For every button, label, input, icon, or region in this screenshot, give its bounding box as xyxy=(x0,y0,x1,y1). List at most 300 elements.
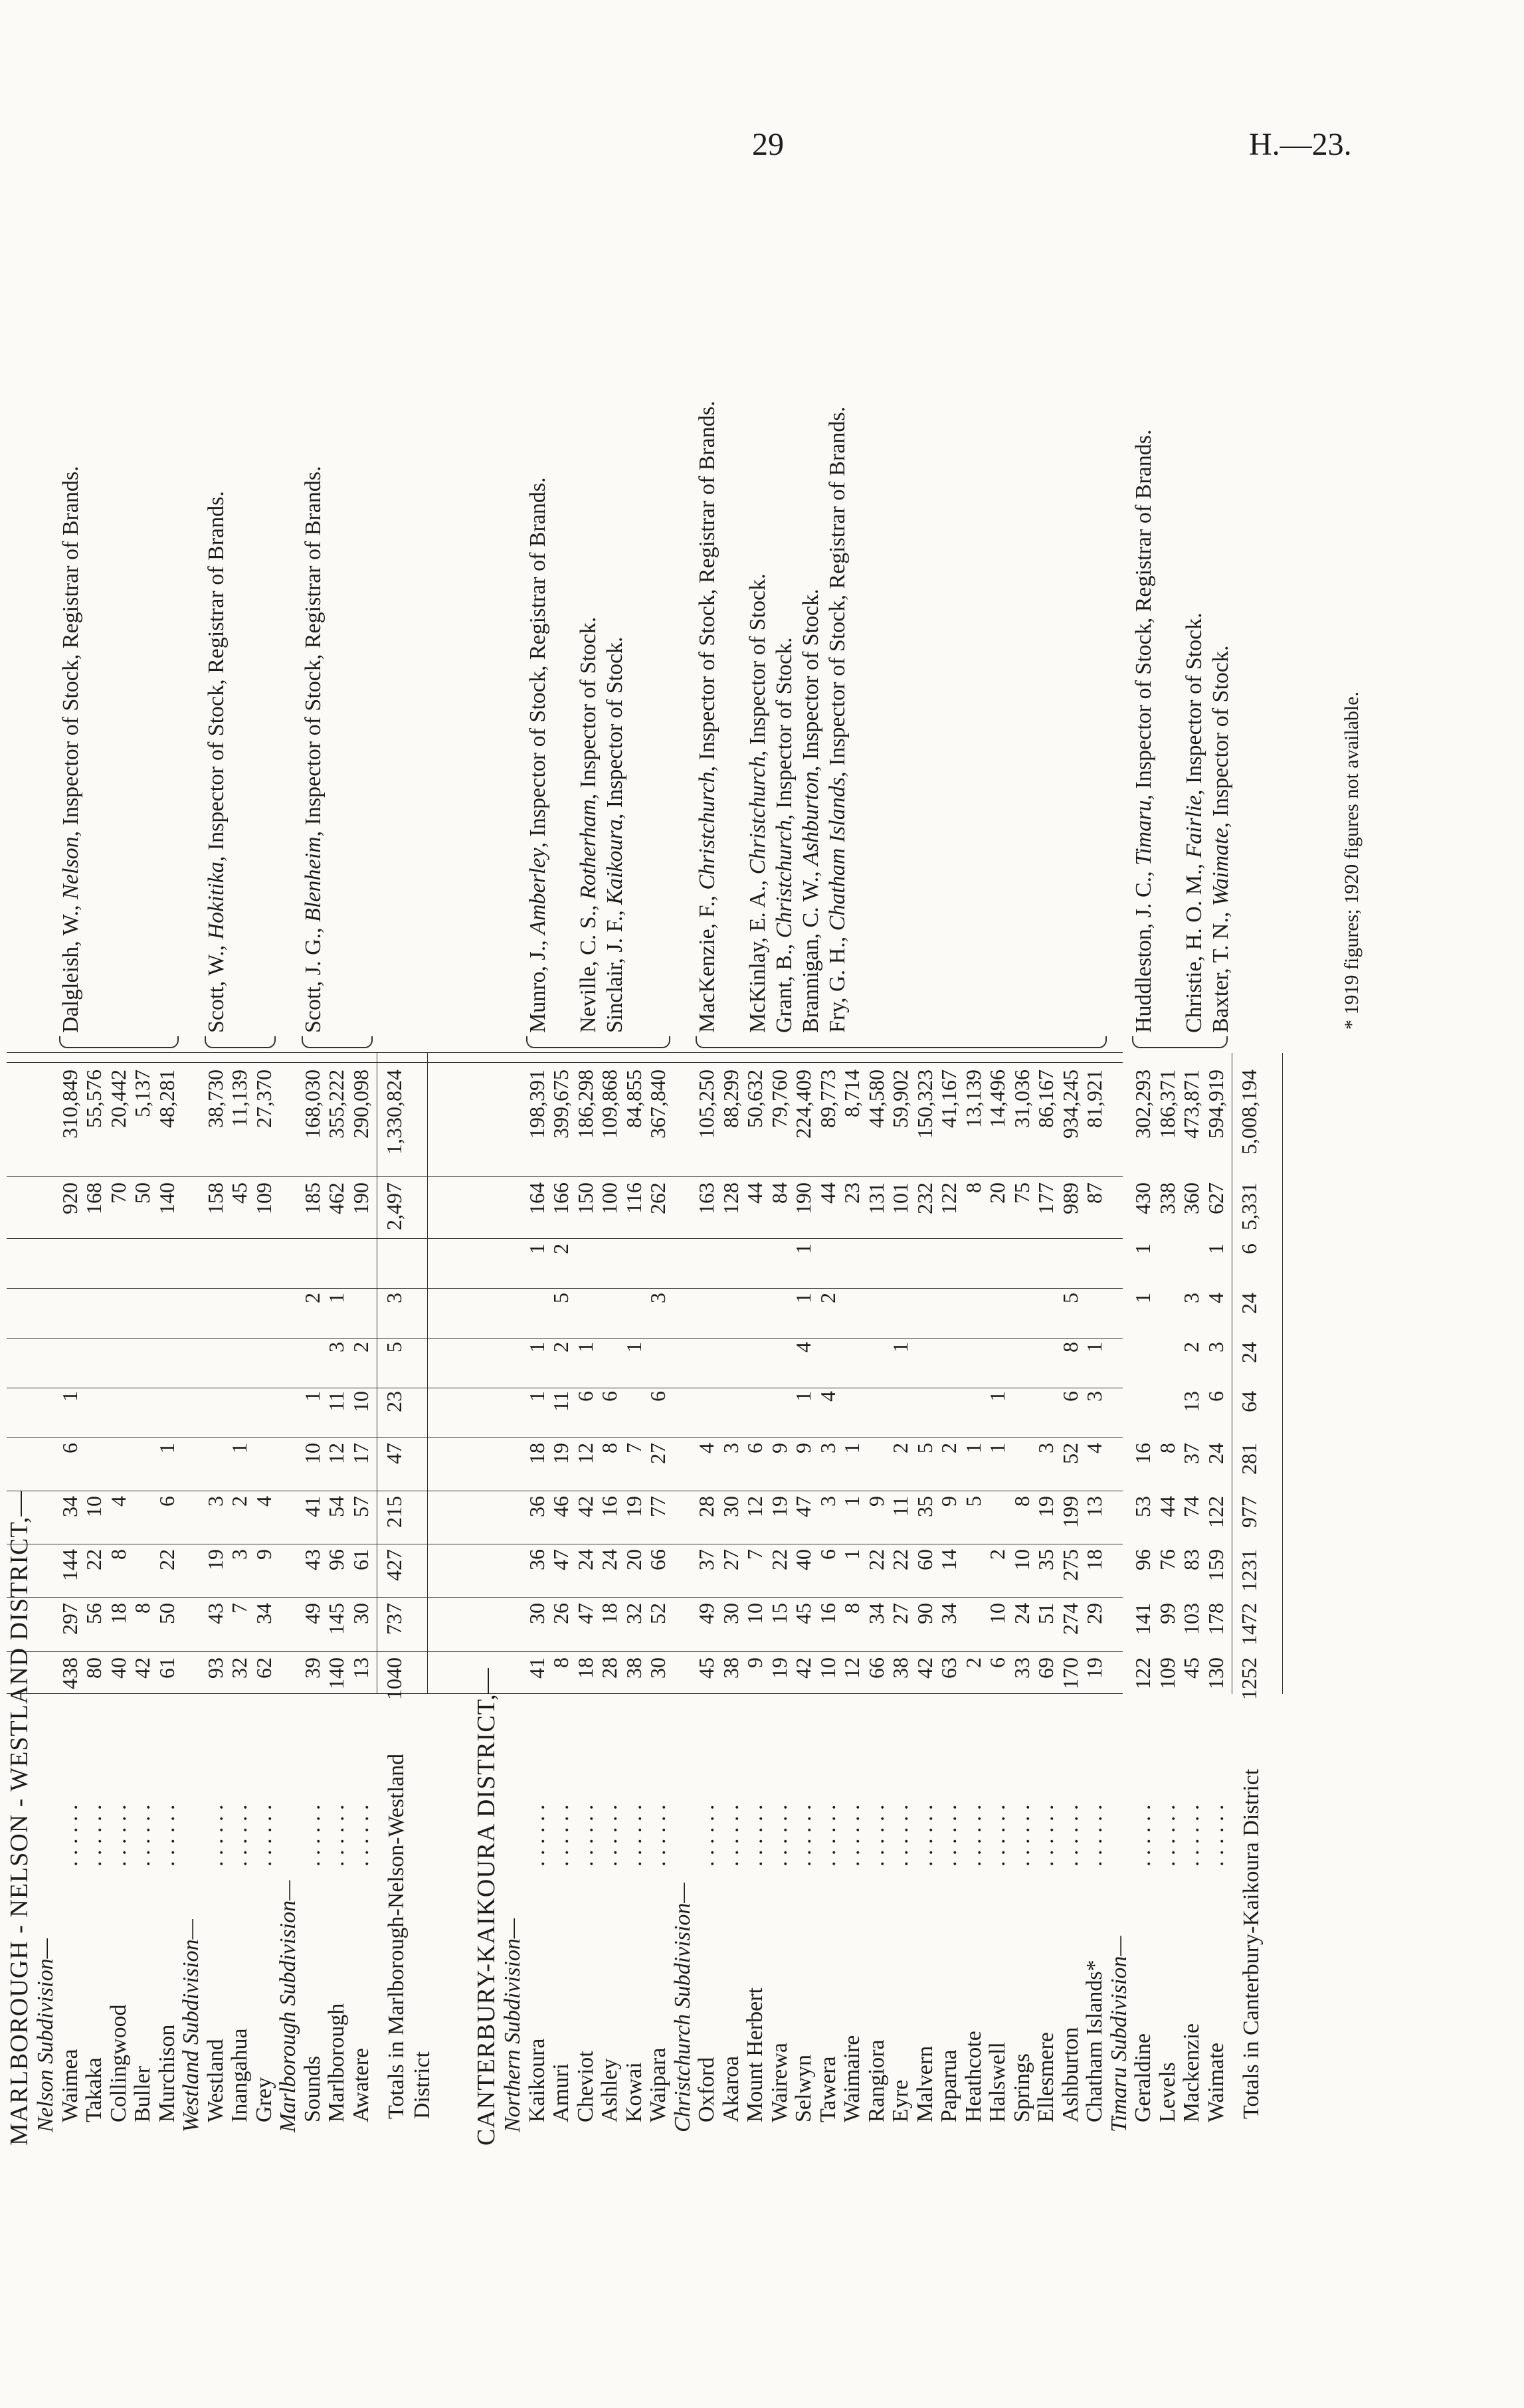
cell: 37 xyxy=(1179,1443,1203,1464)
cell: 30 xyxy=(718,1603,743,1624)
row-name: Ellesmere xyxy=(1034,2032,1058,2122)
cell: 41 xyxy=(524,1657,549,1679)
cell: 131 xyxy=(864,1182,888,1214)
cell: 101 xyxy=(888,1182,912,1214)
cell: 9 xyxy=(864,1496,888,1507)
leader-dots: . . . . . . xyxy=(791,1804,816,1867)
cell: 84 xyxy=(767,1182,791,1204)
cell: 96 xyxy=(1131,1549,1155,1570)
cell: 96 xyxy=(324,1549,348,1570)
cell: 47 xyxy=(573,1603,597,1624)
cell: 164 xyxy=(524,1182,549,1214)
cell: 4 xyxy=(694,1443,718,1453)
cell: 3 xyxy=(203,1496,227,1507)
section-heading: CANTERBURY-KAIKOURA DISTRICT,— xyxy=(472,1667,500,2146)
row-name: Murchison xyxy=(154,2024,179,2122)
row-name: Oxford xyxy=(694,2057,719,2122)
group-brace xyxy=(302,1036,373,1048)
cell: 11 xyxy=(324,1391,348,1412)
total-cell: 281 xyxy=(1237,1443,1261,1475)
row-name: Kowai xyxy=(621,2062,646,2122)
leader-dots: . . . . . . xyxy=(1034,1804,1058,1867)
cell: 24 xyxy=(573,1549,597,1570)
cell: 1 xyxy=(573,1342,597,1352)
cell: 1 xyxy=(1131,1293,1155,1303)
cell: 3 xyxy=(815,1443,840,1453)
cell: 1 xyxy=(840,1549,864,1560)
cell: 6 xyxy=(1203,1391,1228,1402)
cell: 36 xyxy=(524,1549,549,1570)
cell: 8 xyxy=(840,1603,864,1614)
cell: 10 xyxy=(82,1496,106,1517)
cell: 52 xyxy=(1058,1443,1082,1464)
cell: 1 xyxy=(621,1342,646,1352)
inspector-text: , Inspector of Stock. xyxy=(745,573,770,757)
cell: 24 xyxy=(1009,1603,1034,1624)
cell: 20 xyxy=(621,1549,646,1570)
inspector-text: Baxter, T. N., xyxy=(1208,906,1233,1033)
cell: 144 xyxy=(57,1549,82,1581)
leader-dots: . . . . . . xyxy=(888,1804,913,1867)
cell: 199 xyxy=(1058,1496,1082,1528)
inspector-text: , Inspector of Stock, Registrar of Brands. xyxy=(525,477,550,848)
cell: 83 xyxy=(1179,1549,1203,1570)
cell: 2 xyxy=(348,1342,373,1352)
cell: 5 xyxy=(549,1293,573,1303)
total-cell: 5,331 xyxy=(1237,1182,1261,1230)
inspector-station: Kaikoura xyxy=(602,819,627,905)
row-name: Wairewa xyxy=(767,2043,792,2122)
leader-dots: . . . . . . xyxy=(1155,1804,1180,1867)
cell: 81,921 xyxy=(1082,1069,1106,1128)
row-name: Heathcote xyxy=(961,2031,986,2122)
cell: 462 xyxy=(324,1182,348,1214)
row-name: Eyre xyxy=(888,2079,913,2122)
cell: 19 xyxy=(549,1443,573,1464)
cell: 52 xyxy=(646,1603,670,1624)
row-name: Waimea xyxy=(57,2049,82,2122)
cell: 27 xyxy=(888,1603,912,1624)
cell: 30 xyxy=(646,1657,670,1679)
cell: 10 xyxy=(743,1603,767,1624)
cell: 9 xyxy=(937,1496,961,1507)
row-name: Levels xyxy=(1155,2062,1180,2122)
cell: 116 xyxy=(621,1182,646,1214)
cell: 920 xyxy=(57,1182,82,1214)
cell: 35 xyxy=(1034,1549,1058,1570)
cell: 3 xyxy=(1179,1293,1203,1303)
leader-dots: . . . . . . xyxy=(573,1804,598,1867)
cell: 63 xyxy=(937,1657,961,1679)
leader-dots: . . . . . . xyxy=(348,1804,373,1867)
cell: 198,391 xyxy=(524,1069,549,1139)
inspector-text: , Inspector of Stock. xyxy=(799,589,823,772)
cell: 9 xyxy=(743,1657,767,1668)
leader-dots: . . . . . . xyxy=(961,1804,986,1867)
cell: 989 xyxy=(1058,1182,1082,1214)
cell: 28 xyxy=(694,1496,718,1517)
row-rule xyxy=(1282,1053,1283,1694)
inspector-text: , Inspector of Stock, Registrar of Brands. xyxy=(203,491,229,862)
cell: 302,293 xyxy=(1131,1069,1155,1139)
column-rule xyxy=(7,1176,1123,1177)
cell: 31,036 xyxy=(1009,1069,1034,1128)
inspector-station: Timaru xyxy=(1131,800,1156,866)
cell: 4 xyxy=(251,1496,276,1507)
cell: 8,714 xyxy=(840,1069,864,1117)
cell: 3 xyxy=(1203,1342,1228,1352)
cell: 30 xyxy=(348,1603,373,1624)
cell: 41,167 xyxy=(937,1069,961,1128)
leader-dots: . . . . . . xyxy=(524,1804,549,1867)
row-name: Waimaire xyxy=(840,2035,864,2122)
inspector-text: , Inspector of Stock. xyxy=(1208,645,1233,828)
cell: 27 xyxy=(646,1443,670,1464)
cell: 1 xyxy=(524,1342,549,1352)
leader-dots: . . . . . . xyxy=(864,1804,889,1867)
cell: 9 xyxy=(251,1549,276,1560)
inspector-note xyxy=(696,316,719,1033)
cell: 61 xyxy=(154,1657,179,1679)
row-name: Sounds xyxy=(300,2055,325,2122)
cell: 86,167 xyxy=(1034,1069,1058,1128)
cell: 50,632 xyxy=(743,1069,767,1128)
inspector-note xyxy=(59,316,83,1033)
inspector-station: Christchurch xyxy=(695,771,719,890)
cell: 41 xyxy=(300,1496,324,1517)
total-cell: 5 xyxy=(382,1342,406,1352)
leader-dots: . . . . . . xyxy=(82,1804,106,1867)
cell: 22 xyxy=(154,1549,179,1570)
cell: 4 xyxy=(815,1391,840,1402)
leader-dots: . . . . . . xyxy=(743,1804,767,1867)
cell: 1 xyxy=(840,1496,864,1507)
leader-dots: . . . . . . xyxy=(646,1804,670,1867)
cell: 45 xyxy=(227,1182,251,1204)
cell: 3 xyxy=(718,1443,743,1453)
cell: 66 xyxy=(646,1549,670,1570)
cell: 262 xyxy=(646,1182,670,1214)
inspector-station: Christchurch xyxy=(745,756,770,875)
cell: 6 xyxy=(154,1496,179,1507)
leader-dots: . . . . . . xyxy=(694,1804,719,1867)
leader-dots: . . . . . . xyxy=(300,1804,325,1867)
inspector-text: Sinclair, J. F., xyxy=(602,904,627,1033)
row-name: Rangiora xyxy=(864,2039,889,2122)
inspector-text: , Inspector of Stock, Registrar of Brands. xyxy=(825,406,850,777)
cell: 47 xyxy=(549,1549,573,1570)
page-number: 29 xyxy=(752,127,784,162)
cell: 399,675 xyxy=(549,1069,573,1139)
cell: 9 xyxy=(767,1443,791,1453)
cell: 177 xyxy=(1034,1182,1058,1214)
row-name: Waipara xyxy=(646,2047,670,2122)
cell: 438 xyxy=(57,1657,82,1689)
leader-dots: . . . . . . xyxy=(130,1804,155,1867)
cell: 50 xyxy=(154,1603,179,1624)
cell: 170 xyxy=(1058,1657,1082,1689)
leader-dots: . . . . . . xyxy=(840,1804,864,1867)
row-name: Springs xyxy=(1009,2053,1034,2122)
cell: 103 xyxy=(1179,1603,1203,1635)
cell: 77 xyxy=(646,1496,670,1517)
total-cell: 1252 xyxy=(1237,1657,1261,1700)
cell: 109,868 xyxy=(597,1069,621,1139)
cell: 2 xyxy=(300,1293,324,1303)
cell: 100 xyxy=(597,1182,621,1214)
cell: 45 xyxy=(791,1603,815,1624)
cell: 55,576 xyxy=(82,1069,106,1128)
cell: 80 xyxy=(82,1657,106,1679)
total-cell: 23 xyxy=(382,1391,406,1412)
cell: 4 xyxy=(791,1342,815,1352)
cell: 19 xyxy=(767,1496,791,1517)
cell: 8 xyxy=(1009,1496,1034,1507)
leader-dots: . . . . . . xyxy=(1203,1804,1228,1867)
subdivision-heading: Nelson Subdivision— xyxy=(33,1938,58,2132)
cell: 16 xyxy=(815,1603,840,1624)
cell: 44 xyxy=(815,1182,840,1204)
cell: 19 xyxy=(203,1549,227,1570)
cell: 12 xyxy=(573,1443,597,1464)
cell: 8 xyxy=(597,1443,621,1453)
cell: 87 xyxy=(1082,1182,1106,1204)
cell: 1 xyxy=(1082,1342,1106,1352)
leader-dots: . . . . . . xyxy=(1131,1804,1155,1867)
inspector-note xyxy=(799,316,823,1033)
cell: 6 xyxy=(743,1443,767,1453)
inspector-note xyxy=(1209,316,1233,1033)
cell: 3 xyxy=(1034,1443,1058,1453)
cell: 140 xyxy=(154,1182,179,1214)
cell: 42 xyxy=(912,1657,937,1679)
inspector-note xyxy=(603,316,627,1033)
cell: 6 xyxy=(646,1391,670,1402)
cell: 20 xyxy=(985,1182,1009,1204)
inspector-text: Christie, H. O. M., xyxy=(1182,858,1206,1033)
total-cell: 737 xyxy=(382,1603,406,1635)
cell: 16 xyxy=(1131,1443,1155,1464)
cell: 89,773 xyxy=(815,1069,840,1128)
cell: 158 xyxy=(203,1182,227,1214)
inspector-text: Fry, G. H., xyxy=(825,931,850,1033)
cell: 4 xyxy=(1082,1443,1106,1453)
cell: 33 xyxy=(1009,1657,1034,1679)
cell: 49 xyxy=(300,1603,324,1624)
leader-dots: . . . . . . xyxy=(154,1804,179,1867)
cell: 45 xyxy=(694,1657,718,1679)
cell: 5 xyxy=(912,1443,937,1453)
cell: 11 xyxy=(549,1391,573,1412)
cell: 90 xyxy=(912,1603,937,1624)
inspector-note xyxy=(1183,316,1206,1033)
total-cell: 215 xyxy=(382,1496,406,1528)
cell: 10 xyxy=(1009,1549,1034,1570)
row-name: Selwyn xyxy=(791,2055,816,2122)
cell: 338 xyxy=(1155,1182,1179,1214)
rotated-table xyxy=(0,219,1435,2159)
cell: 186,298 xyxy=(573,1069,597,1139)
cell: 130 xyxy=(1203,1657,1228,1689)
cell: 60 xyxy=(912,1549,937,1570)
cell: 1 xyxy=(840,1443,864,1453)
cell: 594,919 xyxy=(1203,1069,1228,1139)
cell: 69 xyxy=(1034,1657,1058,1679)
row-name: Malvern xyxy=(912,2045,937,2122)
row-name: Paparua xyxy=(937,2049,961,2122)
cell: 32 xyxy=(621,1603,646,1624)
cell: 1 xyxy=(1131,1244,1155,1254)
inspector-text: Munro, J., xyxy=(525,934,550,1033)
cell: 74 xyxy=(1179,1496,1203,1517)
cell: 13 xyxy=(1179,1391,1203,1412)
column-rule xyxy=(7,1238,1123,1239)
cell: 2 xyxy=(549,1342,573,1352)
total-cell: 1231 xyxy=(1237,1549,1261,1592)
leader-dots: . . . . . . xyxy=(767,1804,792,1867)
cell: 6 xyxy=(597,1391,621,1402)
cell: 2 xyxy=(549,1244,573,1254)
cell: 28 xyxy=(597,1657,621,1679)
total-cell: 1,330,824 xyxy=(382,1069,406,1155)
cell: 190 xyxy=(348,1182,373,1214)
cell: 290,098 xyxy=(348,1069,373,1139)
cell: 355,222 xyxy=(324,1069,348,1139)
cell: 1 xyxy=(791,1391,815,1402)
cell: 430 xyxy=(1131,1182,1155,1214)
cell: 1 xyxy=(227,1443,251,1453)
district-total-label: Totals in Marlborough-Nelson-Westland District xyxy=(384,1753,435,2119)
cell: 190 xyxy=(791,1182,815,1214)
cell: 51 xyxy=(1034,1603,1058,1624)
cell: 178 xyxy=(1203,1603,1228,1635)
cell: 62 xyxy=(251,1657,276,1679)
row-name: Marlborough xyxy=(324,2003,349,2122)
cell: 3 xyxy=(1082,1391,1106,1402)
cell: 26 xyxy=(549,1603,573,1624)
cell: 32 xyxy=(227,1657,251,1679)
cell: 48,281 xyxy=(154,1069,179,1128)
cell: 16 xyxy=(597,1496,621,1517)
subdivision-heading: Marlborough Subdivision— xyxy=(276,1880,300,2132)
total-cell: 977 xyxy=(1237,1496,1261,1528)
cell: 4 xyxy=(106,1496,130,1507)
row-name: Mackenzie xyxy=(1179,2023,1204,2122)
cell: 2 xyxy=(227,1496,251,1507)
cell: 8 xyxy=(549,1657,573,1668)
cell: 40 xyxy=(106,1657,130,1679)
cell: 45 xyxy=(1179,1657,1203,1679)
row-name: Collingwood xyxy=(106,2004,131,2122)
leader-dots: . . . . . . xyxy=(597,1804,622,1867)
cell: 1 xyxy=(985,1391,1009,1402)
inspector-station: Amberley xyxy=(525,848,550,935)
cell: 934,245 xyxy=(1058,1069,1082,1139)
row-name: Ashburton xyxy=(1058,2027,1083,2122)
section-heading: MARLBOROUGH - NELSON - WESTLAND DISTRICT,— xyxy=(5,1490,33,2146)
cell: 109 xyxy=(1155,1657,1179,1689)
group-brace xyxy=(205,1036,276,1048)
cell: 2 xyxy=(985,1549,1009,1560)
cell: 11 xyxy=(888,1496,912,1517)
cell: 3 xyxy=(815,1496,840,1507)
cell: 168 xyxy=(82,1182,106,1214)
leader-dots: . . . . . . xyxy=(251,1804,276,1867)
cell: 2 xyxy=(937,1443,961,1453)
cell: 367,840 xyxy=(646,1069,670,1139)
cell: 43 xyxy=(203,1603,227,1624)
inspector-text: , Inspector of Stock. xyxy=(602,636,627,820)
inspector-note xyxy=(302,316,326,1033)
cell: 14 xyxy=(937,1549,961,1570)
leader-dots: . . . . . . xyxy=(718,1804,743,1867)
inspector-note xyxy=(1132,316,1156,1033)
cell: 13 xyxy=(1082,1496,1106,1517)
cell: 27,370 xyxy=(251,1069,276,1128)
cell: 14,496 xyxy=(985,1069,1009,1128)
inspector-text: McKinlay, E. A., xyxy=(745,874,770,1033)
inspector-station: Fairlie xyxy=(1182,795,1206,858)
inspector-text: MacKenzie, F., xyxy=(695,889,719,1033)
cell: 274 xyxy=(1058,1603,1082,1635)
cell: 99 xyxy=(1155,1603,1179,1624)
cell: 88,299 xyxy=(718,1069,743,1128)
cell: 1 xyxy=(324,1293,348,1303)
inspector-station: Ashburton xyxy=(799,771,823,866)
cell: 42 xyxy=(130,1657,154,1679)
row-name: Akaroa xyxy=(718,2055,743,2122)
column-rule xyxy=(7,1062,1123,1063)
cell: 1 xyxy=(524,1391,549,1402)
row-name: Cheviot xyxy=(573,2051,598,2122)
leader-dots: . . . . . . xyxy=(1009,1804,1034,1867)
cell: 46 xyxy=(549,1496,573,1517)
inspector-text: , Inspector of Stock. xyxy=(1182,612,1206,796)
cell: 122 xyxy=(937,1182,961,1214)
cell: 37 xyxy=(694,1549,718,1570)
cell: 2 xyxy=(961,1657,985,1668)
cell: 79,760 xyxy=(767,1069,791,1128)
inspector-station: Blenheim xyxy=(300,836,326,922)
inspector-note xyxy=(577,316,601,1033)
subdivision-heading: Timaru Subdivision— xyxy=(1106,1936,1131,2132)
group-brace xyxy=(59,1036,179,1048)
row-name: Mount Herbert xyxy=(743,1987,767,2122)
row-name: Grey xyxy=(251,2077,276,2122)
cell: 11,139 xyxy=(227,1069,251,1127)
subdivision-heading: Christchurch Subdivision— xyxy=(670,1883,695,2132)
leader-dots: . . . . . . xyxy=(549,1804,573,1867)
inspector-note xyxy=(826,316,850,1033)
footnote: * 1919 figures; 1920 figures not available. xyxy=(1341,691,1363,1030)
cell: 1 xyxy=(791,1293,815,1303)
row-name: Buller xyxy=(130,2066,155,2122)
leader-dots: . . . . . . xyxy=(937,1804,961,1867)
cell: 6 xyxy=(815,1549,840,1560)
cell: 66 xyxy=(864,1657,888,1679)
total-cell: 47 xyxy=(382,1443,406,1464)
row-name: Chatham Islands* xyxy=(1082,1960,1107,2122)
cell: 18 xyxy=(597,1603,621,1624)
cell: 7 xyxy=(227,1603,251,1614)
total-cell: 6 xyxy=(1237,1244,1261,1254)
row-name: Ashley xyxy=(597,2058,622,2122)
row-name: Tawera xyxy=(815,2056,840,2122)
leader-dots: . . . . . . xyxy=(227,1804,252,1867)
column-rule xyxy=(7,1052,1123,1053)
cell: 6 xyxy=(985,1657,1009,1668)
cell: 1 xyxy=(985,1443,1009,1453)
